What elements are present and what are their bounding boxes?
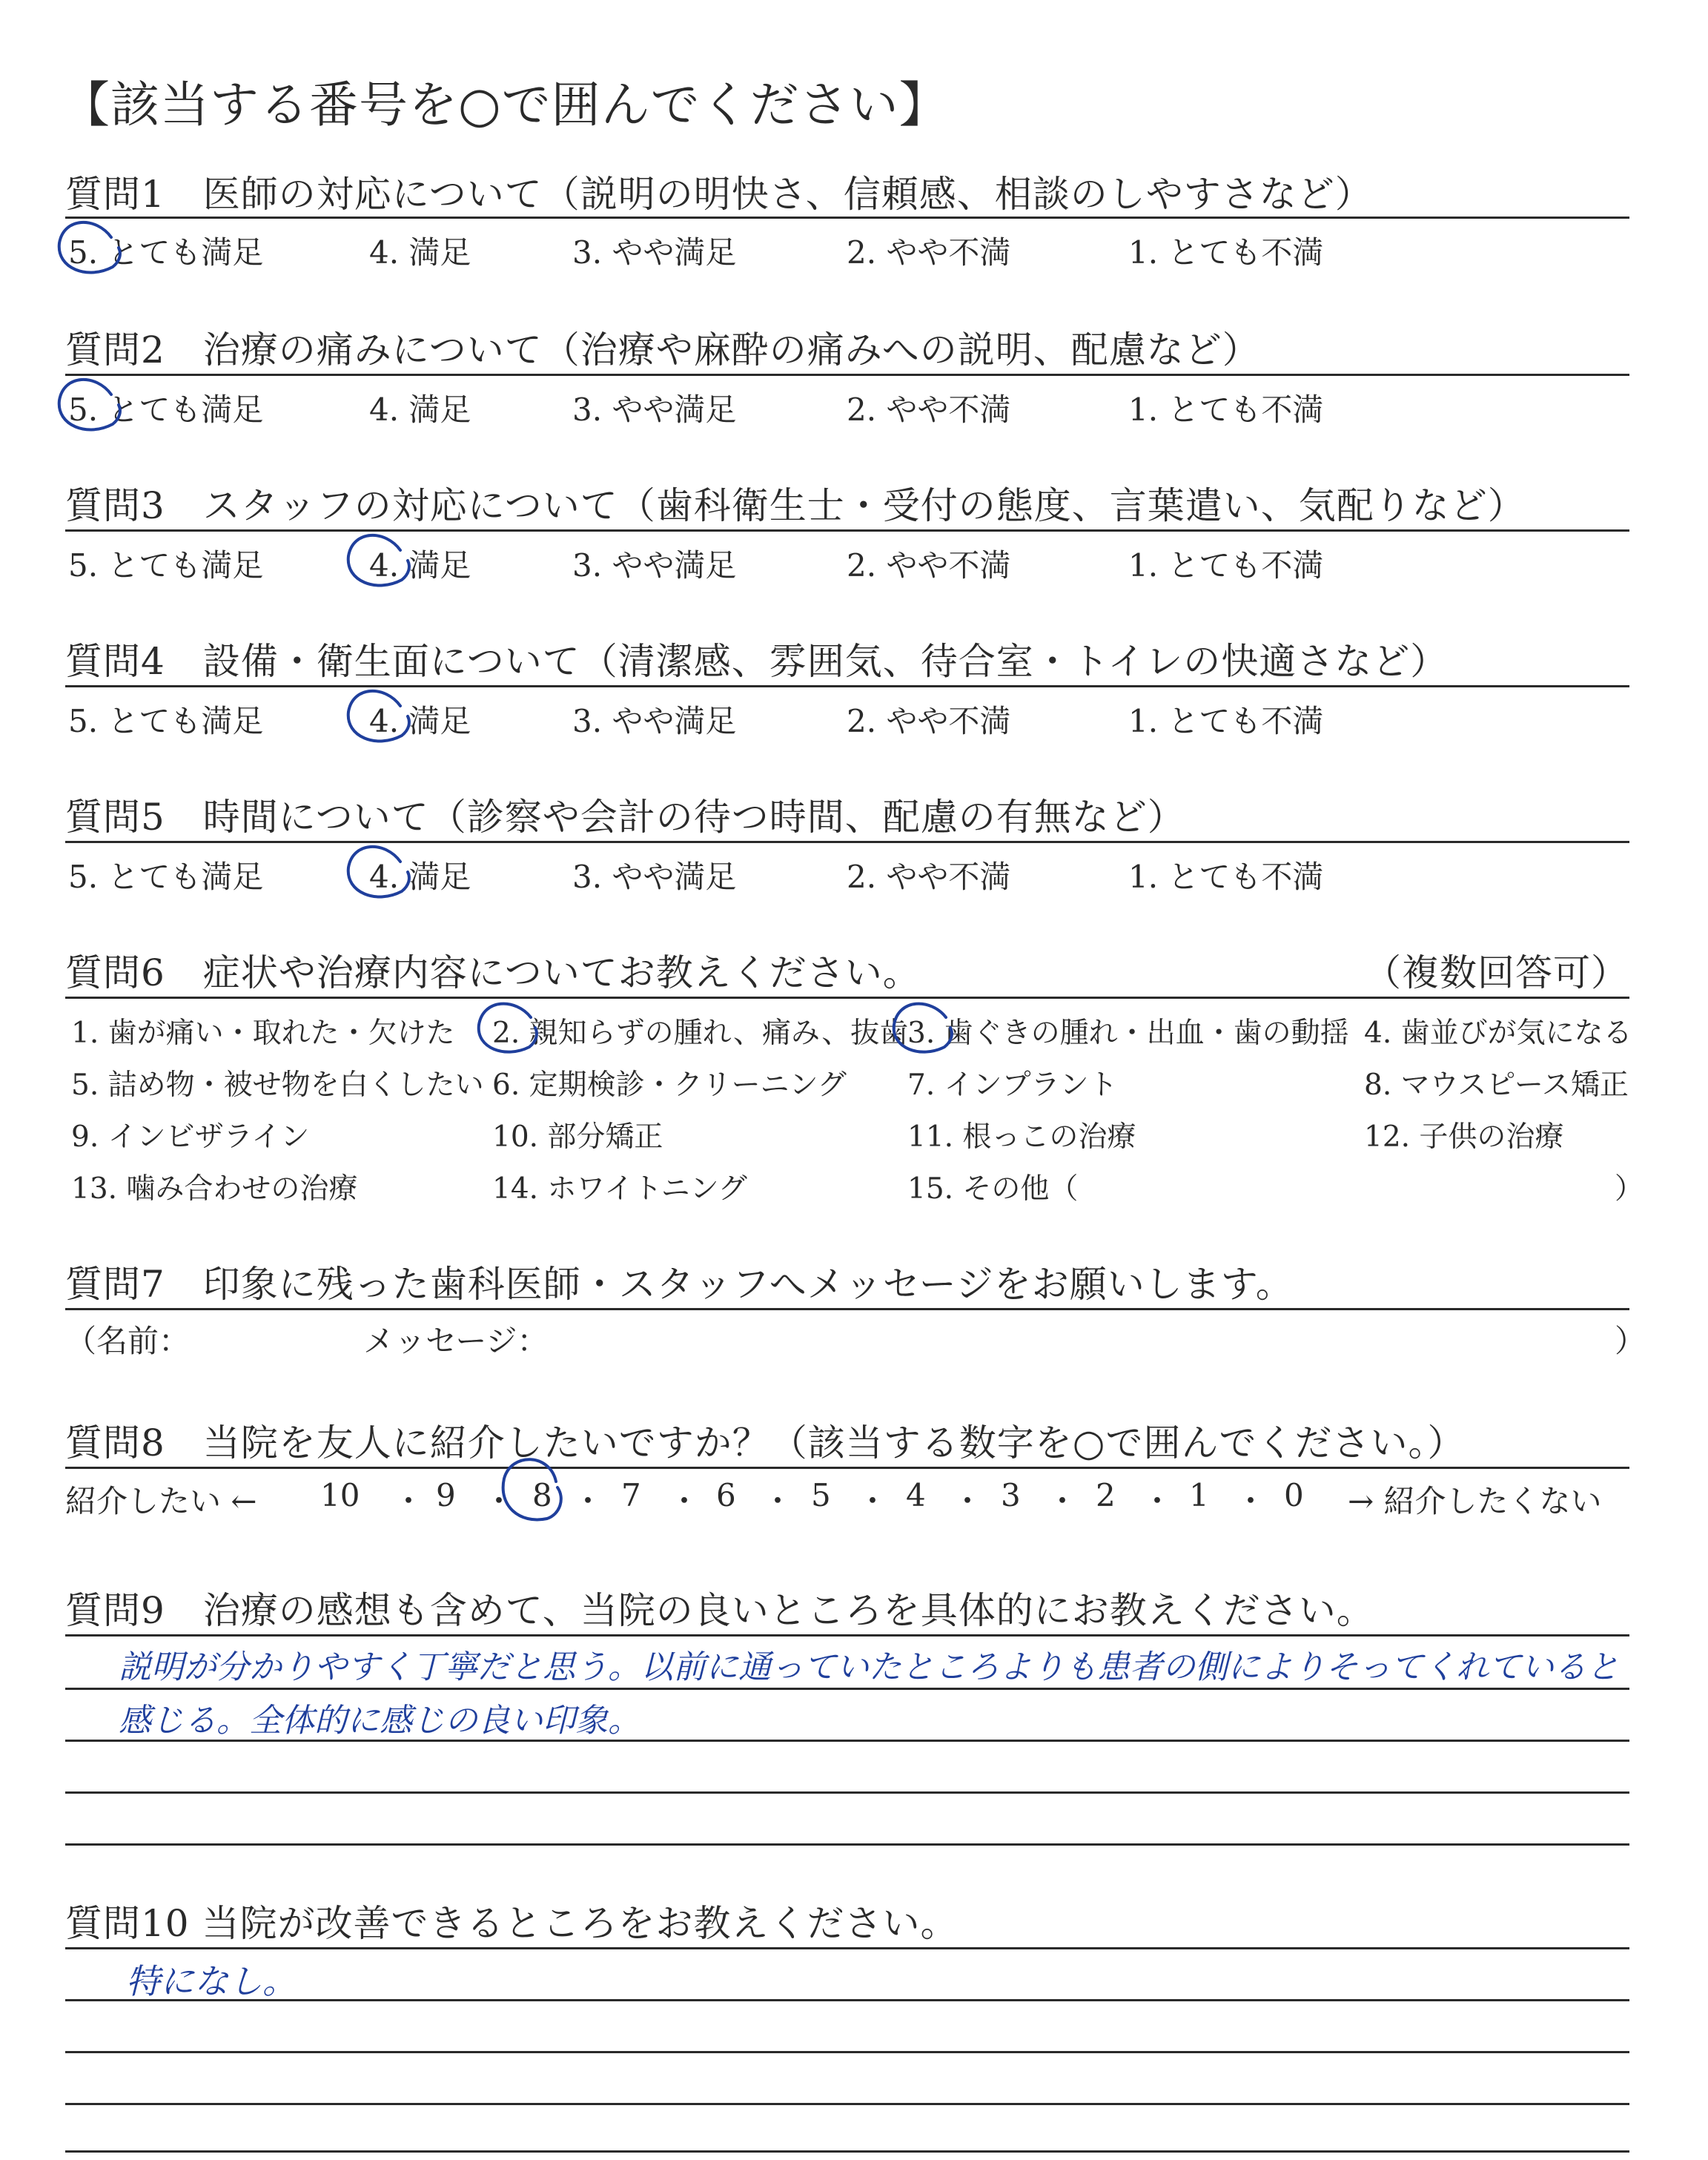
q8-sep: ・ bbox=[857, 1483, 889, 1519]
q4-option-5[interactable]: 5. とても満足 bbox=[68, 703, 264, 739]
q6-option-10[interactable]: 10. 部分矯正 bbox=[492, 1120, 663, 1154]
q5-option-1[interactable]: 1. とても不満 bbox=[1128, 859, 1324, 895]
q8-scale-10[interactable]: 10 bbox=[320, 1477, 360, 1513]
form-title: 【該当する番号を○で囲んでください】 bbox=[61, 76, 949, 133]
q8-scale-2[interactable]: 2 bbox=[1096, 1477, 1116, 1513]
q4-option-4[interactable]: 4. 満足 bbox=[369, 703, 471, 739]
q8-left-label: 紹介したい ← bbox=[65, 1483, 257, 1519]
q7-message-label: メッセージ： bbox=[363, 1323, 549, 1359]
q6-option-2[interactable]: 2. 親知らずの腫れ、痛み、抜歯 bbox=[492, 1017, 909, 1050]
q6-option-9[interactable]: 9. インビザライン bbox=[71, 1120, 310, 1154]
q8-scale-9[interactable]: 9 bbox=[436, 1477, 456, 1513]
q9-handwritten-answer-line2: 感じる。全体的に感じの良い印象。 bbox=[119, 1702, 640, 1740]
q1-option-5[interactable]: 5. とても満足 bbox=[68, 234, 264, 271]
q6-option-13[interactable]: 13. 噛み合わせの治療 bbox=[71, 1172, 358, 1206]
q8-sep: ・ bbox=[483, 1483, 515, 1519]
q5-option-2[interactable]: 2. やや不満 bbox=[847, 859, 1011, 895]
question-7-label: 質問7 印象に残った歯科医師・スタッフへメッセージをお願いします。 bbox=[65, 1263, 1294, 1306]
q6-option-11[interactable]: 11. 根っこの治療 bbox=[907, 1120, 1136, 1154]
q6-option-15[interactable]: 15. その他（ bbox=[907, 1172, 1079, 1206]
q8-sep: ・ bbox=[669, 1483, 701, 1519]
q6-option-1[interactable]: 1. 歯が痛い・取れた・欠けた bbox=[71, 1017, 455, 1050]
q3-option-2[interactable]: 2. やや不満 bbox=[847, 547, 1011, 584]
question-3-label: 質問3 スタッフの対応について（歯科衛生士・受付の態度、言葉遣い、気配りなど） bbox=[65, 484, 1526, 527]
q8-scale-3[interactable]: 3 bbox=[1001, 1477, 1021, 1513]
q4-option-2[interactable]: 2. やや不満 bbox=[847, 703, 1011, 739]
question-6-note: （複数回答可） bbox=[1364, 951, 1629, 994]
q2-option-3[interactable]: 3. やや満足 bbox=[572, 392, 737, 428]
q3-selection-circle bbox=[348, 535, 409, 586]
q8-sep: ・ bbox=[762, 1483, 794, 1519]
q2-option-4[interactable]: 4. 満足 bbox=[369, 392, 471, 428]
q2-option-1[interactable]: 1. とても不満 bbox=[1128, 392, 1324, 428]
q6-option-14[interactable]: 14. ホワイトニング bbox=[492, 1172, 747, 1206]
q8-sep: ・ bbox=[1235, 1483, 1267, 1519]
q8-sep: ・ bbox=[952, 1483, 984, 1519]
question-4-label: 質問4 設備・衛生面について（清潔感、雰囲気、待合室・トイレの快適さなど） bbox=[65, 640, 1449, 683]
question-1-label: 質問1 医師の対応について（説明の明快さ、信頼感、相談のしやすさなど） bbox=[65, 173, 1373, 216]
question-9-label: 質問9 治療の感想も含めて、当院の良いところを具体的にお教えください。 bbox=[65, 1589, 1374, 1632]
q8-scale-5[interactable]: 5 bbox=[811, 1477, 831, 1513]
q8-scale-1[interactable]: 1 bbox=[1189, 1477, 1209, 1513]
q3-option-1[interactable]: 1. とても不満 bbox=[1128, 547, 1324, 584]
question-2-label: 質問2 治療の痛みについて（治療や麻酔の痛みへの説明、配慮など） bbox=[65, 328, 1260, 371]
q4-option-1[interactable]: 1. とても不満 bbox=[1128, 703, 1324, 739]
q8-scale-6[interactable]: 6 bbox=[716, 1477, 736, 1513]
q6-option-5[interactable]: 5. 詰め物・被せ物を白くしたい bbox=[71, 1069, 484, 1102]
q9-handwritten-answer-line1: 説明が分かりやすく丁寧だと思う。以前に通っていたところよりも患者の側によりそってくれていると bbox=[119, 1648, 1619, 1686]
q2-option-5[interactable]: 5. とても満足 bbox=[68, 392, 264, 428]
q6-option-6[interactable]: 6. 定期検診・クリーニング bbox=[492, 1069, 847, 1102]
q7-close-paren: ） bbox=[1615, 1323, 1646, 1359]
q6-option-12[interactable]: 12. 子供の治療 bbox=[1364, 1120, 1564, 1154]
q5-option-5[interactable]: 5. とても満足 bbox=[68, 859, 264, 895]
q6-option-15-close: ） bbox=[1615, 1172, 1644, 1206]
q6-option-3-circle bbox=[894, 1004, 952, 1052]
q8-scale-4[interactable]: 4 bbox=[906, 1477, 926, 1513]
q6-option-7[interactable]: 7. インプラント bbox=[907, 1069, 1118, 1102]
q1-option-3[interactable]: 3. やや満足 bbox=[572, 234, 737, 271]
question-6-label: 質問6 症状や治療内容についてお教えください。 bbox=[65, 951, 921, 994]
question-8-label: 質問8 当院を友人に紹介したいですか？（該当する数字を○で囲んでください。） bbox=[65, 1421, 1466, 1464]
q2-option-2[interactable]: 2. やや不満 bbox=[847, 392, 1011, 428]
q8-sep: ・ bbox=[572, 1483, 604, 1519]
q5-selection-circle bbox=[348, 847, 409, 897]
q8-sep: ・ bbox=[1142, 1483, 1174, 1519]
q6-option-3[interactable]: 3. 歯ぐきの腫れ・出血・歯の動揺 bbox=[907, 1017, 1349, 1050]
q1-selection-circle bbox=[59, 222, 120, 273]
q3-option-3[interactable]: 3. やや満足 bbox=[572, 547, 737, 584]
q6-option-8[interactable]: 8. マウスピース矯正 bbox=[1364, 1069, 1629, 1102]
q2-selection-circle bbox=[59, 380, 120, 430]
question-10-label: 質問10 当院が改善できるところをお教えください。 bbox=[65, 1902, 959, 1945]
q8-selection-circle bbox=[503, 1459, 561, 1519]
q10-handwritten-answer: 特になし。 bbox=[126, 1961, 297, 2001]
question-5-label: 質問5 時間について（診察や会計の待つ時間、配慮の有無など） bbox=[65, 796, 1185, 839]
q4-option-3[interactable]: 3. やや満足 bbox=[572, 703, 737, 739]
q3-option-5[interactable]: 5. とても満足 bbox=[68, 547, 264, 584]
q5-option-4[interactable]: 4. 満足 bbox=[369, 859, 471, 895]
q3-option-4[interactable]: 4. 満足 bbox=[369, 547, 471, 584]
q8-sep: ・ bbox=[393, 1483, 425, 1519]
q1-option-1[interactable]: 1. とても不満 bbox=[1128, 234, 1324, 271]
q8-scale-0[interactable]: 0 bbox=[1284, 1477, 1304, 1513]
q6-option-2-circle bbox=[479, 1004, 537, 1052]
q1-option-4[interactable]: 4. 満足 bbox=[369, 234, 471, 271]
q5-option-3[interactable]: 3. やや満足 bbox=[572, 859, 737, 895]
q4-selection-circle bbox=[348, 691, 409, 742]
q6-option-4[interactable]: 4. 歯並びが気になる bbox=[1364, 1017, 1632, 1050]
q8-scale-8[interactable]: 8 bbox=[532, 1477, 552, 1513]
q1-option-2[interactable]: 2. やや不満 bbox=[847, 234, 1011, 271]
q7-name-label: （名前： bbox=[65, 1323, 191, 1359]
q8-scale-7[interactable]: 7 bbox=[621, 1477, 641, 1513]
q8-right-label: → 紹介したくない bbox=[1348, 1483, 1602, 1519]
q8-sep: ・ bbox=[1047, 1483, 1079, 1519]
